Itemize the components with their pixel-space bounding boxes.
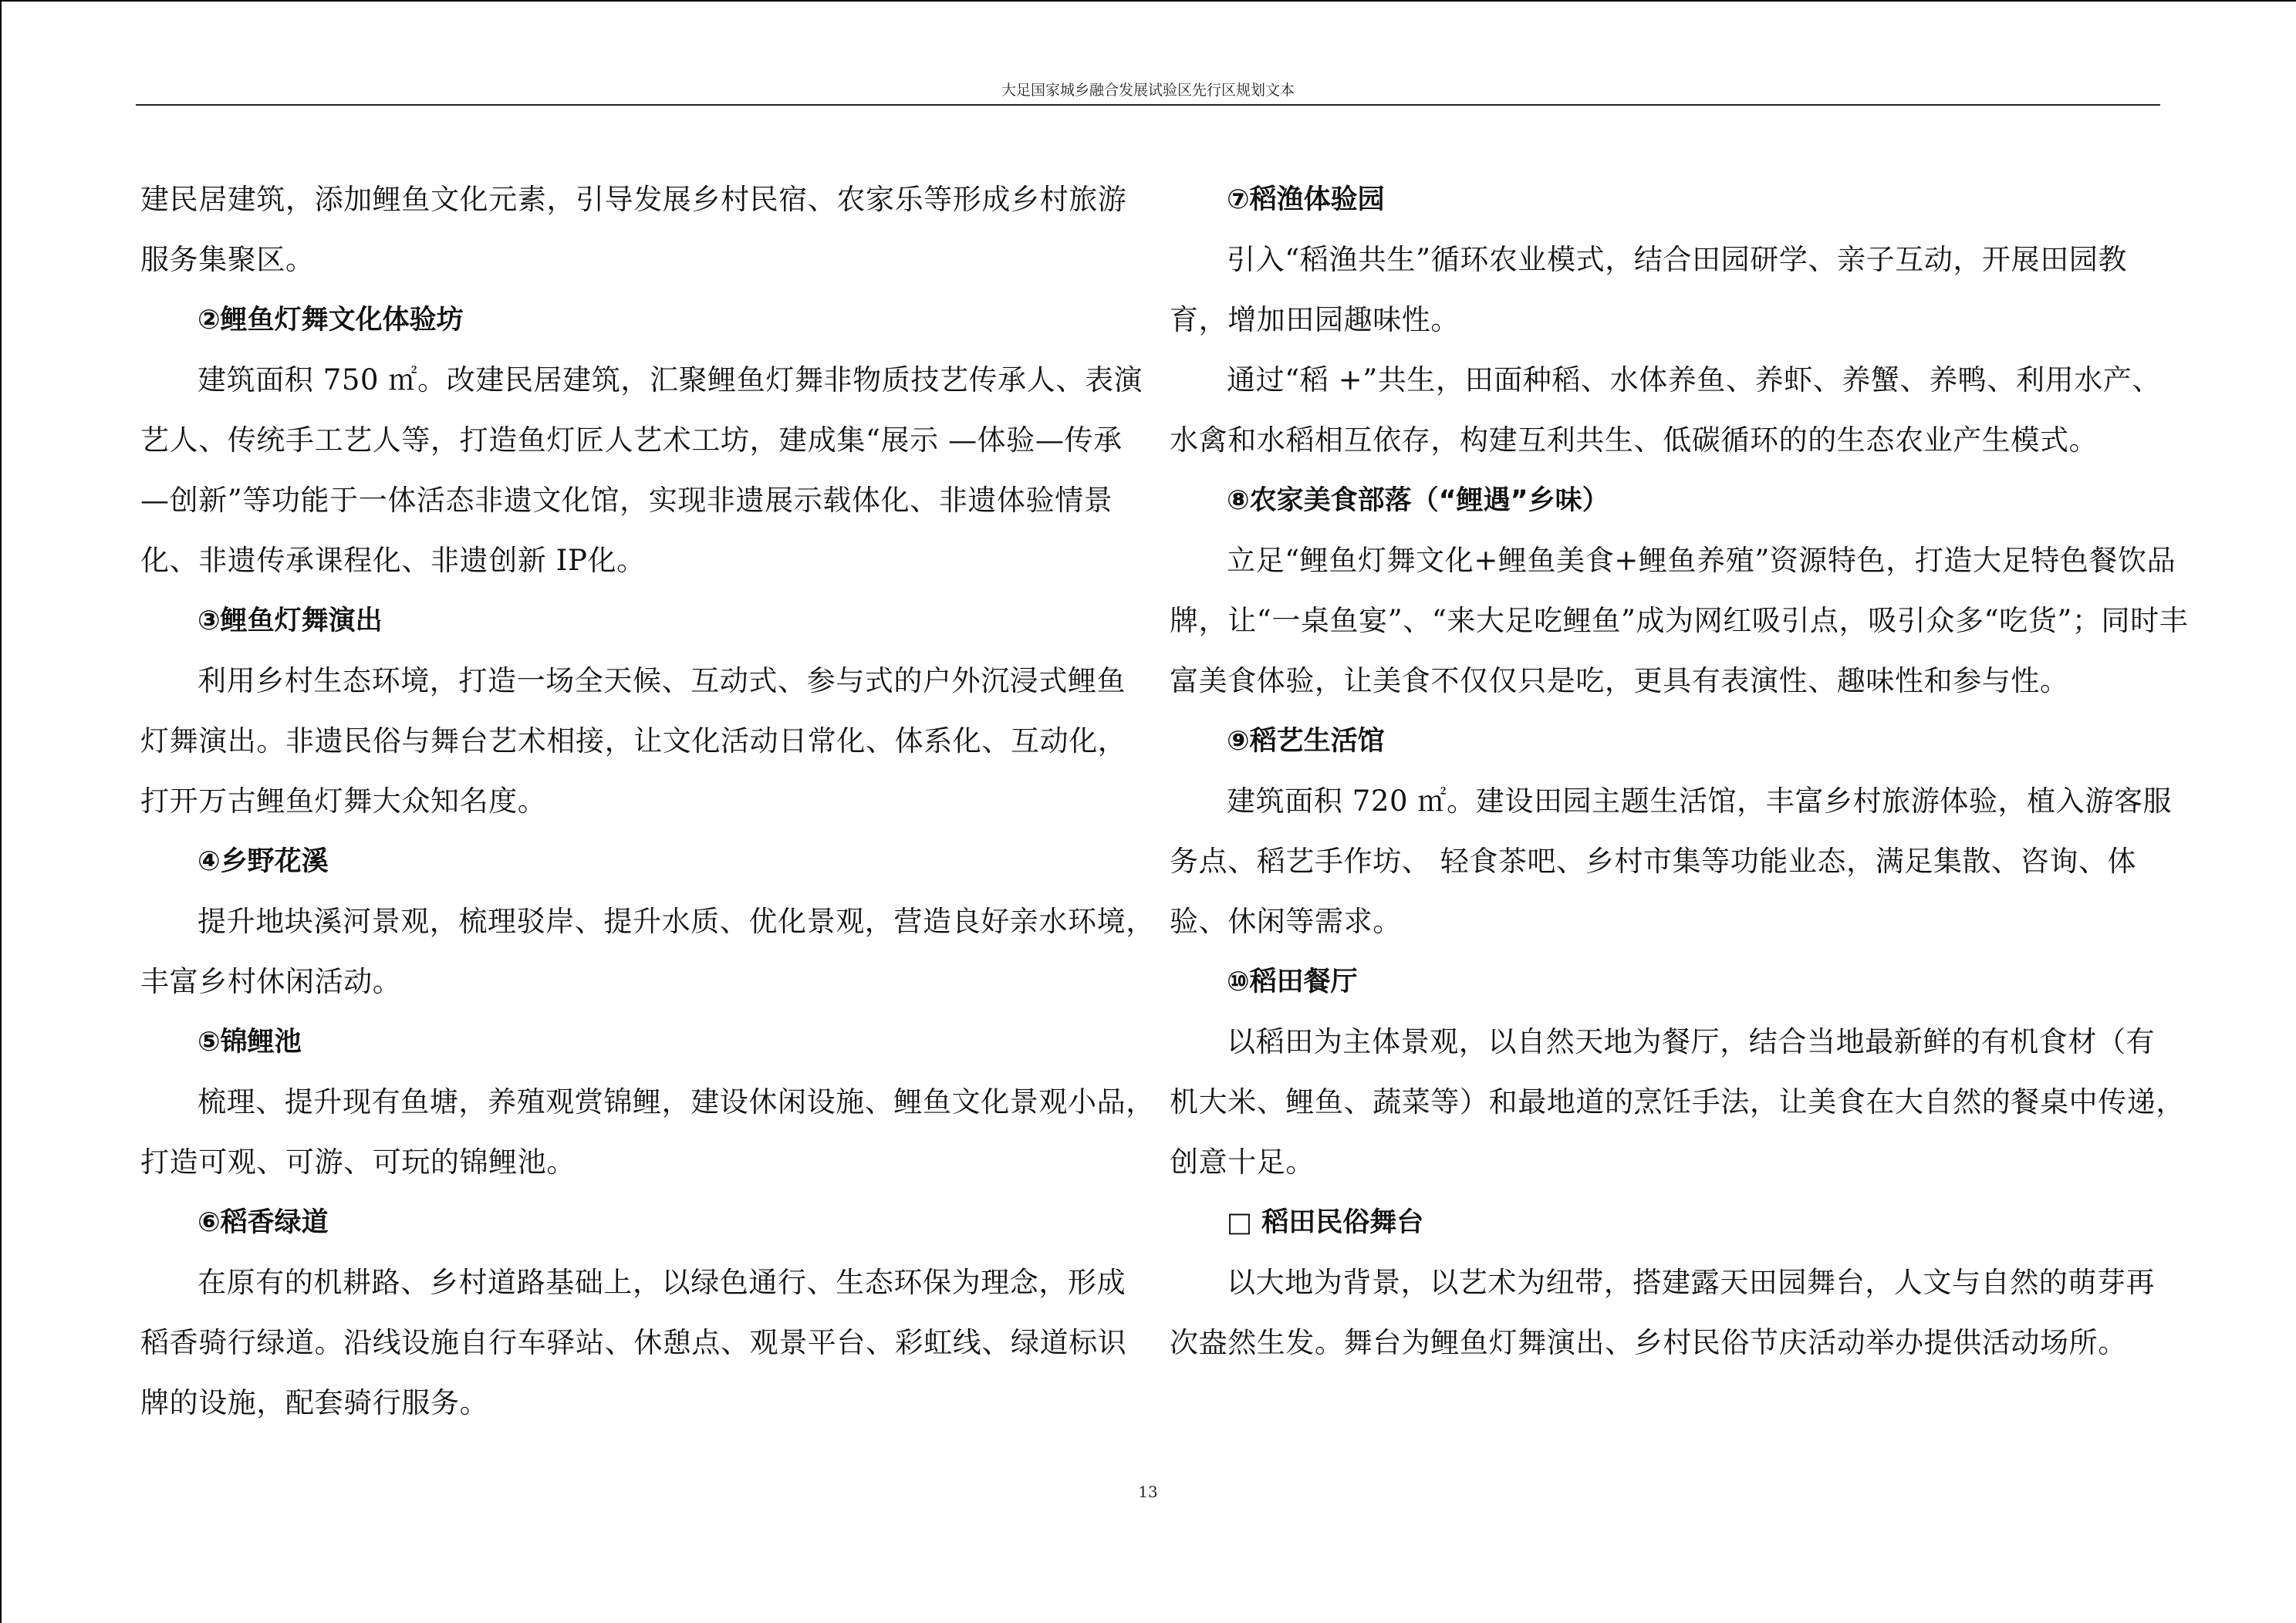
running-header: 大足国家城乡融合发展试验区先行区规划文本 bbox=[1001, 82, 1295, 99]
paragraph-line: 建筑面积 720 ㎡。建设田园主题生活馆，丰富乡村旅游体验，植入游客服 bbox=[1227, 785, 2173, 818]
paragraph-line: 丰富乡村休闲活动。 bbox=[140, 965, 402, 998]
paragraph-line: 引入“稻渔共生”循环农业模式，结合田园研学、亲子互动，开展田园教 bbox=[1227, 243, 2128, 276]
paragraph-line: 牌的设施，配套骑行服务。 bbox=[140, 1386, 489, 1419]
paragraph-line: 建民居建筑，添加鲤鱼文化元素，引导发展乡村民宿、农家乐等形成乡村旅游 bbox=[140, 183, 1127, 216]
paragraph-line: 梳理、提升现有鱼塘，养殖观赏锦鲤，建设休闲设施、鲤鱼文化景观小品， bbox=[198, 1085, 1155, 1119]
paragraph-line: 在原有的机耕路、乡村道路基础上，以绿色通行、生态环保为理念，形成 bbox=[198, 1266, 1126, 1299]
paragraph-line: 以稻田为主体景观，以自然天地为餐厅，结合当地最新鲜的有机食材（有 bbox=[1227, 1025, 2156, 1058]
paragraph-line: 通过“稻 +”共生，田面种稻、水体养鱼、养虾、养蟹、养鸭、利用水产、 bbox=[1227, 363, 2161, 396]
paragraph-line: 建筑面积 750 ㎡。改建民居建筑，汇聚鲤鱼灯舞非物质技艺传承人、表演 bbox=[198, 363, 1143, 396]
paragraph-line: 验、休闲等需求。 bbox=[1170, 905, 1402, 938]
section-heading: ⑥稻香绿道 bbox=[198, 1207, 329, 1238]
section-heading: ⑨稻艺生活馆 bbox=[1227, 726, 1385, 757]
section-heading: ⑧农家美食部落（“鲤遇”乡味） bbox=[1227, 485, 1609, 516]
section-heading: ②鲤鱼灯舞文化体验坊 bbox=[198, 305, 464, 336]
header-rule bbox=[136, 104, 2160, 106]
paragraph-line: 创意十足。 bbox=[1170, 1146, 1315, 1179]
paragraph-line: 次盎然生发。舞台为鲤鱼灯舞演出、乡村民俗节庆活动举办提供活动场所。 bbox=[1170, 1326, 2127, 1359]
paragraph-line: 以大地为背景，以艺术为纽带，搭建露天田园舞台，人文与自然的萌芽再 bbox=[1227, 1266, 2156, 1299]
section-heading: ⑤锦鲤池 bbox=[198, 1027, 302, 1058]
section-heading: ③鲤鱼灯舞演出 bbox=[198, 606, 383, 636]
paragraph-line: 稻香骑行绿道。沿线设施自行车驿站、休憩点、观景平台、彩虹线、绿道标识 bbox=[140, 1326, 1127, 1359]
paragraph-line: 艺人、传统手工艺人等，打造鱼灯匠人艺术工坊，建成集“展示 —体验—传承 bbox=[140, 423, 1123, 457]
paragraph-line: 利用乡村生态环境，打造一场全天候、互动式、参与式的户外沉浸式鲤鱼 bbox=[198, 664, 1126, 697]
paragraph-line: 立足“鲤鱼灯舞文化+鲤鱼美食+鲤鱼养殖”资源特色，打造大足特色餐饮品 bbox=[1227, 544, 2176, 577]
right-column bbox=[1170, 170, 2189, 1373]
paragraph-line: 育，增加田园趣味性。 bbox=[1170, 303, 1460, 336]
section-heading: ⑦稻渔体验园 bbox=[1227, 184, 1385, 215]
paragraph-line: 化、非遗传承课程化、非遗创新 IP化。 bbox=[140, 544, 646, 577]
section-heading: ⑩稻田餐厅 bbox=[1227, 967, 1358, 997]
section-heading: ④乡野花溪 bbox=[198, 846, 329, 877]
paragraph-line: 灯舞演出。非遗民俗与舞台艺术相接，让文化活动日常化、体系化、互动化， bbox=[140, 724, 1127, 758]
paragraph-line: 务点、稻艺手作坊、 轻食茶吧、乡村市集等功能业态，满足集散、咨询、体 bbox=[1170, 845, 2137, 878]
section-heading: □ 稻田民俗舞台 bbox=[1227, 1207, 1424, 1238]
paragraph-line: 提升地块溪河景观，梳理驳岸、提升水质、优化景观，营造良好亲水环境， bbox=[198, 905, 1155, 938]
left-column bbox=[140, 170, 1155, 1433]
paragraph-line: —创新”等功能于一体活态非遗文化馆，实现非遗展示载体化、非遗体验情景 bbox=[140, 484, 1113, 517]
paragraph-line: 打开万古鲤鱼灯舞大众知名度。 bbox=[140, 785, 547, 818]
paragraph-line: 机大米、鲤鱼、蔬菜等）和最地道的烹饪手法，让美食在大自然的餐桌中传递， bbox=[1170, 1085, 2185, 1119]
paragraph-line: 牌，让“一桌鱼宴”、“来大足吃鲤鱼”成为网红吸引点，吸引众多“吃货”；同时丰 bbox=[1170, 604, 2189, 637]
paragraph-line: 富美食体验，让美食不仅仅只是吃，更具有表演性、趣味性和参与性。 bbox=[1170, 664, 2069, 697]
paragraph-line: 打造可观、可游、可玩的锦鲤池。 bbox=[140, 1146, 576, 1179]
page-number: 13 bbox=[1138, 1483, 1158, 1501]
paragraph-line: 水禽和水稻相互依存，构建互利共生、低碳循环的的生态农业产生模式。 bbox=[1170, 423, 2098, 457]
paragraph-line: 服务集聚区。 bbox=[140, 243, 315, 276]
